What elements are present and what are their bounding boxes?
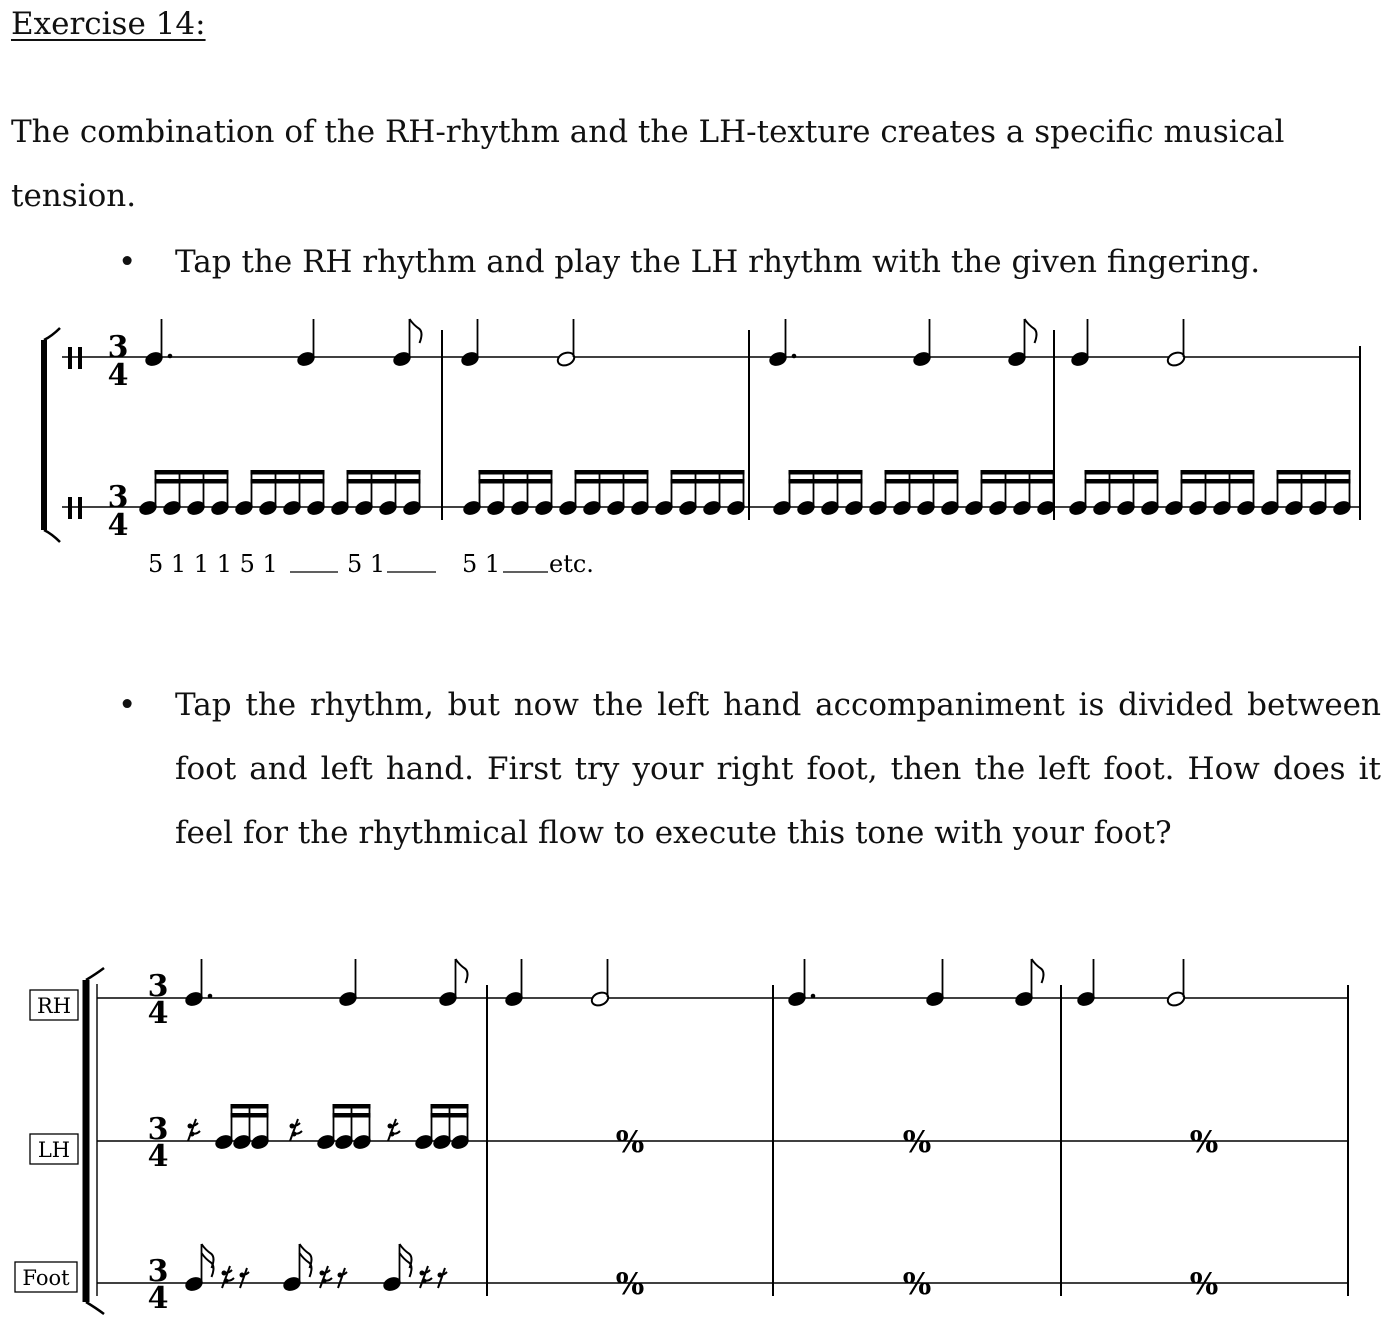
fingering-text: etc. bbox=[549, 550, 594, 578]
rest-dot bbox=[390, 1132, 395, 1137]
time-signature-bottom: 4 bbox=[147, 1281, 169, 1316]
note-beam bbox=[1277, 470, 1351, 475]
rest-dot bbox=[222, 1271, 227, 1276]
time-signature-bottom: 4 bbox=[107, 358, 129, 393]
rest-dot bbox=[388, 1124, 393, 1129]
exercise-title: Exercise 14: bbox=[11, 6, 206, 42]
svg-text:LH: LH bbox=[37, 1138, 71, 1162]
rest-dot bbox=[188, 1124, 193, 1129]
rest-dot bbox=[322, 1279, 327, 1284]
note-beam bbox=[1181, 479, 1255, 484]
rest-dot bbox=[292, 1132, 297, 1137]
measure-repeat-icon: % bbox=[902, 1125, 932, 1160]
fingering-text: 5 1 bbox=[462, 550, 501, 578]
measure-repeat-icon: % bbox=[1189, 1125, 1219, 1160]
note-beam bbox=[1277, 479, 1351, 484]
measure-repeat-icon: % bbox=[615, 1267, 645, 1302]
note-beam bbox=[1181, 470, 1255, 475]
measure-repeat-icon: % bbox=[615, 1125, 645, 1160]
eighth-rest bbox=[338, 1268, 347, 1288]
note-beam bbox=[575, 479, 649, 484]
rest-dot bbox=[190, 1132, 195, 1137]
note-beam bbox=[333, 1104, 371, 1109]
note-beam bbox=[479, 470, 553, 475]
bullet-dot-icon: • bbox=[118, 244, 137, 280]
augmentation-dot bbox=[168, 354, 173, 359]
score-1-rh-lh bbox=[0, 300, 1394, 600]
sixteenth-rest bbox=[188, 1119, 200, 1141]
note-beam bbox=[1085, 470, 1159, 475]
lh-sixteenth-notes bbox=[138, 470, 1352, 517]
eighth-rest bbox=[438, 1268, 447, 1288]
bullet-dot-icon: • bbox=[118, 687, 137, 723]
rh-rhythm-notes bbox=[144, 319, 1186, 368]
rest-dot bbox=[438, 1273, 443, 1278]
note-beam bbox=[885, 479, 959, 484]
note-beam bbox=[575, 470, 649, 475]
note-beam bbox=[231, 1104, 269, 1109]
sixteenth-rest bbox=[420, 1266, 432, 1288]
rh-rhythm-notes bbox=[184, 959, 1186, 1008]
note-beam bbox=[885, 470, 959, 475]
svg-text:RH: RH bbox=[36, 994, 72, 1018]
note-beam bbox=[431, 1113, 469, 1118]
time-signature-top: 3 bbox=[147, 1112, 169, 1147]
note-flag bbox=[1032, 959, 1044, 983]
rest-dot bbox=[420, 1271, 425, 1276]
time-signature-top: 3 bbox=[147, 1254, 169, 1289]
augmentation-dot bbox=[208, 994, 213, 999]
note-beam bbox=[333, 1113, 371, 1118]
fingering-row bbox=[148, 550, 594, 578]
note-beam bbox=[789, 479, 863, 484]
note-beam bbox=[981, 479, 1055, 484]
system-bracket bbox=[44, 328, 60, 542]
note-beam bbox=[155, 470, 229, 475]
svg-text:Foot: Foot bbox=[22, 1266, 70, 1290]
note-beam bbox=[789, 470, 863, 475]
sixteenth-rest bbox=[388, 1119, 400, 1141]
part-label-foot bbox=[15, 1262, 77, 1292]
note-beam bbox=[347, 479, 421, 484]
time-signature-top: 3 bbox=[147, 969, 169, 1004]
measure-repeat-icon: % bbox=[902, 1267, 932, 1302]
fingering-text: 5 1 bbox=[347, 550, 386, 578]
fingering-text: 5 1 1 1 5 1 bbox=[148, 550, 278, 578]
note-beam bbox=[155, 479, 229, 484]
rest-dot bbox=[320, 1271, 325, 1276]
eighth-rest bbox=[240, 1268, 249, 1288]
percussion-clef-icon bbox=[68, 347, 82, 369]
note-flag bbox=[456, 959, 468, 983]
percussion-clef-icon bbox=[68, 497, 82, 519]
lh-rest-sixteenth-notes bbox=[188, 1104, 471, 1151]
rest-dot bbox=[338, 1273, 343, 1278]
augmentation-dot bbox=[811, 994, 816, 999]
sixteenth-rest bbox=[222, 1266, 234, 1288]
note-beam bbox=[671, 479, 745, 484]
bullet-text: Tap the rhythm, but now the left hand accompaniment is divided between foot and left hand. First try your right foot, then the left foot. How does it feel for the rhythmical flow to execute this tone with your foot? bbox=[175, 687, 1381, 851]
note-beam bbox=[231, 1113, 269, 1118]
rest-dot bbox=[240, 1273, 245, 1278]
sixteenth-rest bbox=[320, 1266, 332, 1288]
note-beam bbox=[671, 470, 745, 475]
note-beam bbox=[479, 479, 553, 484]
note-beam bbox=[431, 1104, 469, 1109]
time-signature-bottom: 4 bbox=[147, 1139, 169, 1174]
part-label-lh bbox=[30, 1134, 78, 1164]
note-beam bbox=[251, 470, 325, 475]
time-signature-bottom: 4 bbox=[147, 996, 169, 1031]
time-signature-top: 3 bbox=[107, 330, 129, 365]
rest-dot bbox=[224, 1279, 229, 1284]
note-beam bbox=[251, 479, 325, 484]
bullet-text: Tap the RH rhythm and play the LH rhythm with the given fingering. bbox=[175, 244, 1261, 280]
note-beam bbox=[1085, 479, 1159, 484]
rest-dot bbox=[290, 1124, 295, 1129]
intro-paragraph: The combination of the RH-rhythm and the LH-texture creates a specific musical tension. bbox=[11, 114, 1285, 214]
foot-sixteenth-notes bbox=[184, 1244, 447, 1293]
sixteenth-rest bbox=[290, 1119, 302, 1141]
note-beam bbox=[347, 470, 421, 475]
score-2-rh-lh-foot bbox=[0, 950, 1394, 1330]
part-label-rh bbox=[30, 990, 78, 1020]
time-signature-bottom: 4 bbox=[107, 508, 129, 543]
note-flag bbox=[410, 319, 422, 343]
note-flag bbox=[1025, 319, 1037, 343]
time-signature-top: 3 bbox=[107, 480, 129, 515]
augmentation-dot bbox=[792, 354, 797, 359]
rest-dot bbox=[422, 1279, 427, 1284]
measure-repeat-icon: % bbox=[1189, 1267, 1219, 1302]
note-beam bbox=[981, 470, 1055, 475]
